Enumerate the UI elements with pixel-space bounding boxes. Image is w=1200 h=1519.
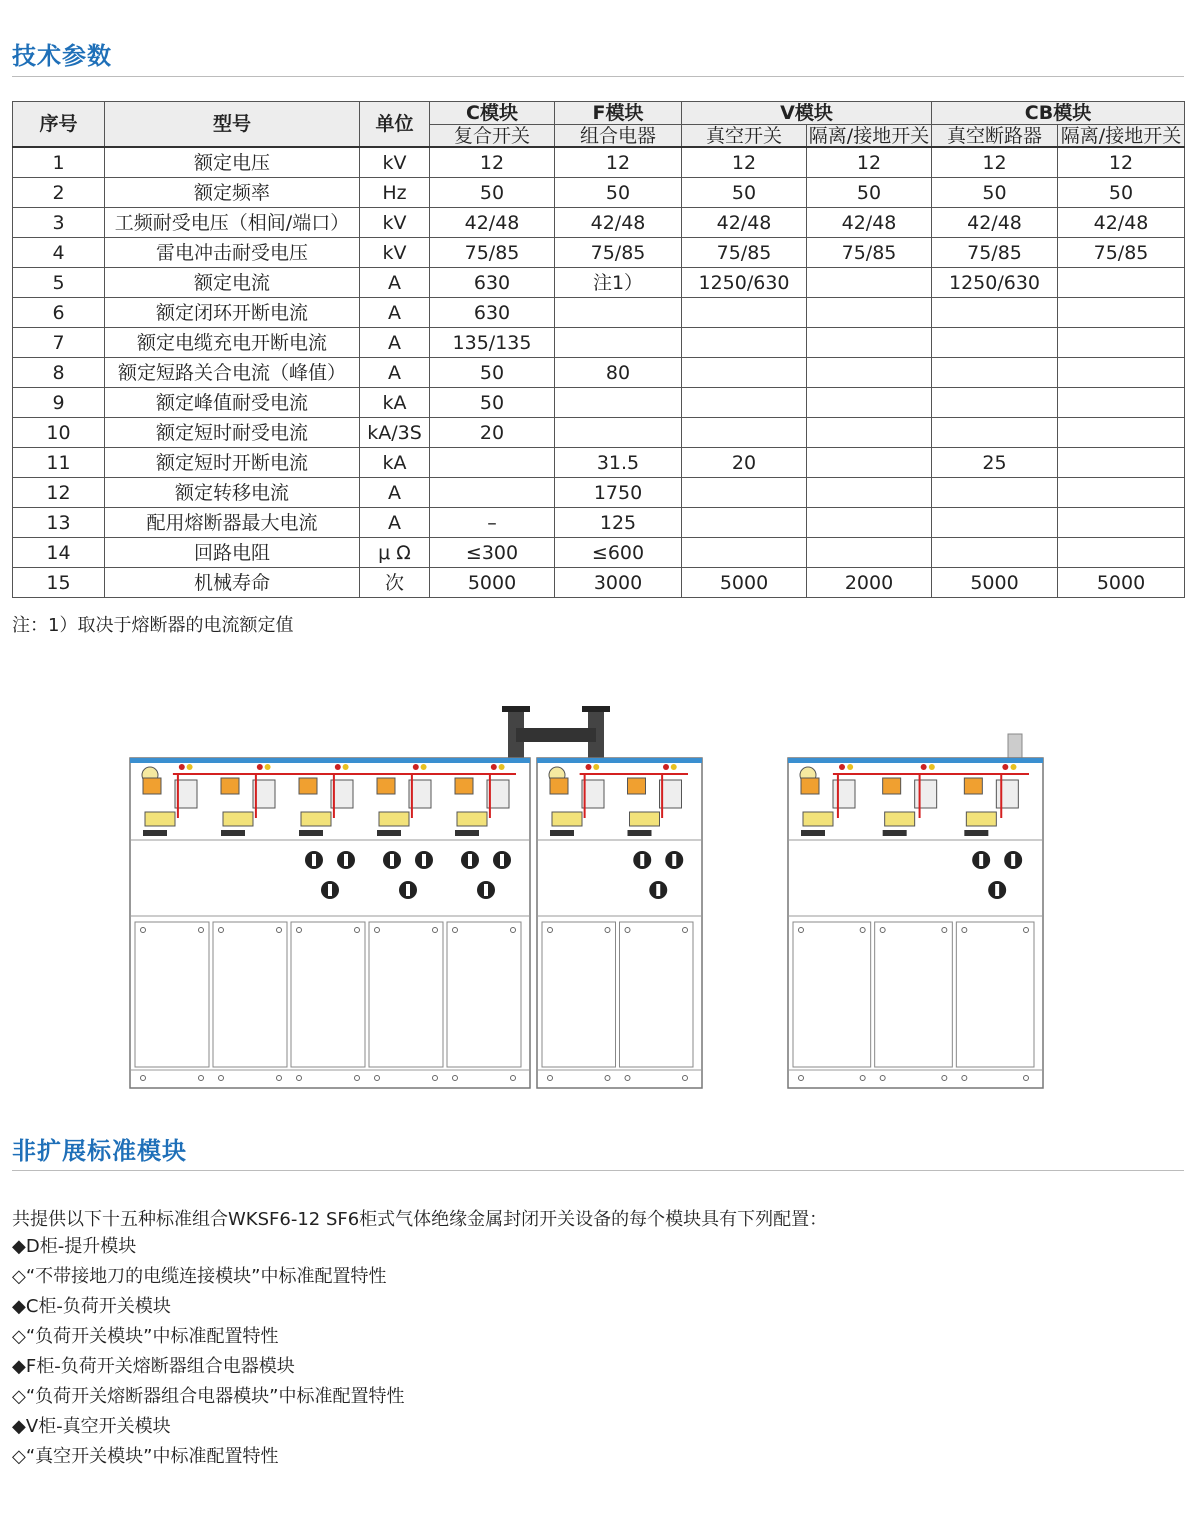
- table-cell: [807, 418, 932, 448]
- table-cell: [682, 508, 807, 538]
- table-cell: 额定电压: [105, 147, 360, 178]
- table-cell: [682, 358, 807, 388]
- table-cell: 额定电流: [105, 268, 360, 298]
- table-cell: 2000: [807, 568, 932, 598]
- table-cell: [430, 448, 555, 478]
- table-cell: 雷电冲击耐受电压: [105, 238, 360, 268]
- table-cell: 50: [555, 178, 682, 208]
- table-cell: kA/3S: [360, 418, 430, 448]
- table-cell: 5000: [682, 568, 807, 598]
- header-group-f: F模块: [555, 102, 682, 125]
- table-row: [13, 147, 1185, 178]
- table-cell: 2: [13, 178, 105, 208]
- table-cell: 75/85: [555, 238, 682, 268]
- table-cell: [682, 538, 807, 568]
- table-row: [13, 328, 1185, 358]
- table-cell: 额定峰值耐受电流: [105, 388, 360, 418]
- table-cell: 12: [682, 147, 807, 178]
- list-item: ◆C柜-负荷开关模块: [12, 1296, 171, 1317]
- table-cell: 80: [555, 358, 682, 388]
- table-cell: [1058, 268, 1185, 298]
- table-cell: 42/48: [1058, 208, 1185, 238]
- tech-params-table: [12, 101, 1185, 598]
- table-cell: –: [430, 508, 555, 538]
- list-item: ◆V柜-真空开关模块: [12, 1416, 171, 1437]
- table-cell: 10: [13, 418, 105, 448]
- table-cell: [807, 508, 932, 538]
- table-cell: 50: [430, 358, 555, 388]
- table-row: [13, 358, 1185, 388]
- table-cell: 42/48: [555, 208, 682, 238]
- table-cell: 5000: [932, 568, 1058, 598]
- table-cell: [555, 328, 682, 358]
- busbar-connector-icon: [502, 706, 610, 763]
- table-cell: [1058, 328, 1185, 358]
- list-item: ◇“负荷开关模块”中标准配置特性: [12, 1326, 279, 1347]
- table-row: [13, 268, 1185, 298]
- table-cell: kA: [360, 388, 430, 418]
- table-cell: kV: [360, 208, 430, 238]
- table-cell: A: [360, 298, 430, 328]
- table-cell: [682, 298, 807, 328]
- table-cell: 50: [430, 388, 555, 418]
- table-cell: 注1）: [555, 268, 682, 298]
- table-cell: 额定短时开断电流: [105, 448, 360, 478]
- table-cell: 75/85: [430, 238, 555, 268]
- table-cell: [807, 448, 932, 478]
- table-cell: 75/85: [1058, 238, 1185, 268]
- cabinet: [130, 758, 530, 1088]
- table-row: [13, 418, 1185, 448]
- table-cell: [932, 538, 1058, 568]
- table-cell: [932, 388, 1058, 418]
- table-cell: [1058, 478, 1185, 508]
- table-cell: [1058, 448, 1185, 478]
- table-cell: [807, 478, 932, 508]
- switchgear-illustration: [120, 700, 1060, 1095]
- header-unit: 单位: [360, 102, 430, 148]
- table-cell: 12: [807, 147, 932, 178]
- section-divider: [12, 76, 1184, 77]
- table-cell: 50: [1058, 178, 1185, 208]
- section-title-tech-params: 技术参数: [12, 42, 112, 70]
- table-cell: 额定短路关合电流（峰值）: [105, 358, 360, 388]
- table-cell: [682, 478, 807, 508]
- table-cell: 42/48: [430, 208, 555, 238]
- table-row: [13, 298, 1185, 328]
- table-cell: [932, 478, 1058, 508]
- table-cell: [932, 298, 1058, 328]
- table-cell: 回路电阻: [105, 538, 360, 568]
- table-cell: [807, 388, 932, 418]
- table-cell: [682, 388, 807, 418]
- header-sub: 隔离/接地开关: [1058, 125, 1185, 148]
- header-group-v: V模块: [682, 102, 932, 125]
- table-row: [13, 508, 1185, 538]
- table-cell: [555, 388, 682, 418]
- table-cell: 额定短时耐受电流: [105, 418, 360, 448]
- table-cell: ≤300: [430, 538, 555, 568]
- table-cell: 12: [13, 478, 105, 508]
- table-cell: 额定转移电流: [105, 478, 360, 508]
- table-cell: 5000: [430, 568, 555, 598]
- list-item: ◆D柜-提升模块: [12, 1236, 137, 1257]
- table-cell: 1250/630: [932, 268, 1058, 298]
- table-cell: 630: [430, 268, 555, 298]
- table-cell: ≤600: [555, 538, 682, 568]
- table-cell: 工频耐受电压（相间/端口）: [105, 208, 360, 238]
- table-cell: 75/85: [932, 238, 1058, 268]
- table-cell: 50: [682, 178, 807, 208]
- header-sub: 组合电器: [555, 125, 682, 148]
- table-row: [13, 238, 1185, 268]
- table-cell: 20: [682, 448, 807, 478]
- table-cell: [807, 328, 932, 358]
- section-title-modules: 非扩展标准模块: [12, 1137, 187, 1165]
- table-cell: [1058, 298, 1185, 328]
- table-cell: [932, 358, 1058, 388]
- table-cell: 9: [13, 388, 105, 418]
- table-cell: [807, 538, 932, 568]
- table-cell: 14: [13, 538, 105, 568]
- table-cell: 25: [932, 448, 1058, 478]
- table-cell: 50: [807, 178, 932, 208]
- table-cell: [807, 298, 932, 328]
- list-item: ◇“负荷开关熔断器组合电器模块”中标准配置特性: [12, 1386, 405, 1407]
- table-cell: 额定频率: [105, 178, 360, 208]
- table-cell: 135/135: [430, 328, 555, 358]
- table-row: [13, 448, 1185, 478]
- table-cell: 额定闭环开断电流: [105, 298, 360, 328]
- table-cell: kV: [360, 238, 430, 268]
- table-cell: 11: [13, 448, 105, 478]
- table-cell: 20: [430, 418, 555, 448]
- header-sub: 隔离/接地开关: [807, 125, 932, 148]
- table-cell: 31.5: [555, 448, 682, 478]
- table-cell: [555, 298, 682, 328]
- list-item: ◇“真空开关模块”中标准配置特性: [12, 1446, 279, 1467]
- cabinet: [788, 758, 1043, 1088]
- table-cell: 50: [932, 178, 1058, 208]
- header-sub: 真空断路器: [932, 125, 1058, 148]
- table-cell: 15: [13, 568, 105, 598]
- table-cell: 5: [13, 268, 105, 298]
- table-cell: 12: [555, 147, 682, 178]
- modules-intro: 共提供以下十五种标准组合WKSF6-12 SF6柜式气体绝缘金属封闭开关设备的每个模块具有下列配置：: [12, 1209, 828, 1230]
- table-cell: 次: [360, 568, 430, 598]
- table-cell: [932, 508, 1058, 538]
- table-row: [13, 208, 1185, 238]
- table-cell: A: [360, 328, 430, 358]
- table-cell: 3000: [555, 568, 682, 598]
- table-cell: [555, 418, 682, 448]
- table-cell: [430, 478, 555, 508]
- table-cell: [682, 418, 807, 448]
- table-cell: 1750: [555, 478, 682, 508]
- table-cell: 4: [13, 238, 105, 268]
- header-group-cb: CB模块: [932, 102, 1185, 125]
- section-divider: [12, 1170, 1184, 1171]
- table-row: [13, 568, 1185, 598]
- table-row: [13, 538, 1185, 568]
- table-cell: 8: [13, 358, 105, 388]
- list-item: ◇“不带接地刀的电缆连接模块”中标准配置特性: [12, 1266, 387, 1287]
- table-cell: 13: [13, 508, 105, 538]
- table-cell: [682, 328, 807, 358]
- table-cell: 50: [430, 178, 555, 208]
- table-cell: 额定电缆充电开断电流: [105, 328, 360, 358]
- table-cell: μ Ω: [360, 538, 430, 568]
- table-cell: [932, 418, 1058, 448]
- table-cell: kV: [360, 147, 430, 178]
- table-cell: 3: [13, 208, 105, 238]
- table-cell: A: [360, 478, 430, 508]
- table-footnote: 注：1）取决于熔断器的电流额定值: [12, 615, 294, 636]
- header-sub: 复合开关: [430, 125, 555, 148]
- table-cell: 配用熔断器最大电流: [105, 508, 360, 538]
- table-cell: 5000: [1058, 568, 1185, 598]
- table-cell: 机械寿命: [105, 568, 360, 598]
- table-cell: 12: [1058, 147, 1185, 178]
- table-cell: 1: [13, 147, 105, 178]
- table-cell: 7: [13, 328, 105, 358]
- header-sub: 真空开关: [682, 125, 807, 148]
- table-cell: [807, 268, 932, 298]
- table-cell: 630: [430, 298, 555, 328]
- table-cell: 12: [932, 147, 1058, 178]
- table-cell: 75/85: [807, 238, 932, 268]
- table-cell: A: [360, 358, 430, 388]
- table-cell: kA: [360, 448, 430, 478]
- header-seq: 序号: [13, 102, 105, 148]
- table-cell: 75/85: [682, 238, 807, 268]
- table-cell: 42/48: [807, 208, 932, 238]
- table-cell: [807, 358, 932, 388]
- table-cell: [1058, 418, 1185, 448]
- list-item: ◆F柜-负荷开关熔断器组合电器模块: [12, 1356, 295, 1377]
- table-cell: A: [360, 268, 430, 298]
- header-group-c: C模块: [430, 102, 555, 125]
- header-model: 型号: [105, 102, 360, 148]
- table-cell: 125: [555, 508, 682, 538]
- table-cell: [1058, 508, 1185, 538]
- table-row: [13, 478, 1185, 508]
- table-cell: A: [360, 508, 430, 538]
- table-cell: 42/48: [682, 208, 807, 238]
- table-cell: 6: [13, 298, 105, 328]
- table-row: [13, 178, 1185, 208]
- table-cell: 12: [430, 147, 555, 178]
- cabinet-group: [130, 758, 1043, 1088]
- table-cell: [932, 328, 1058, 358]
- module-list: [12, 1233, 405, 1473]
- table-cell: [1058, 538, 1185, 568]
- cabinet: [537, 758, 702, 1088]
- table-cell: [1058, 388, 1185, 418]
- table-cell: 1250/630: [682, 268, 807, 298]
- table-cell: Hz: [360, 178, 430, 208]
- table-cell: 42/48: [932, 208, 1058, 238]
- table-row: [13, 388, 1185, 418]
- table-cell: [1058, 358, 1185, 388]
